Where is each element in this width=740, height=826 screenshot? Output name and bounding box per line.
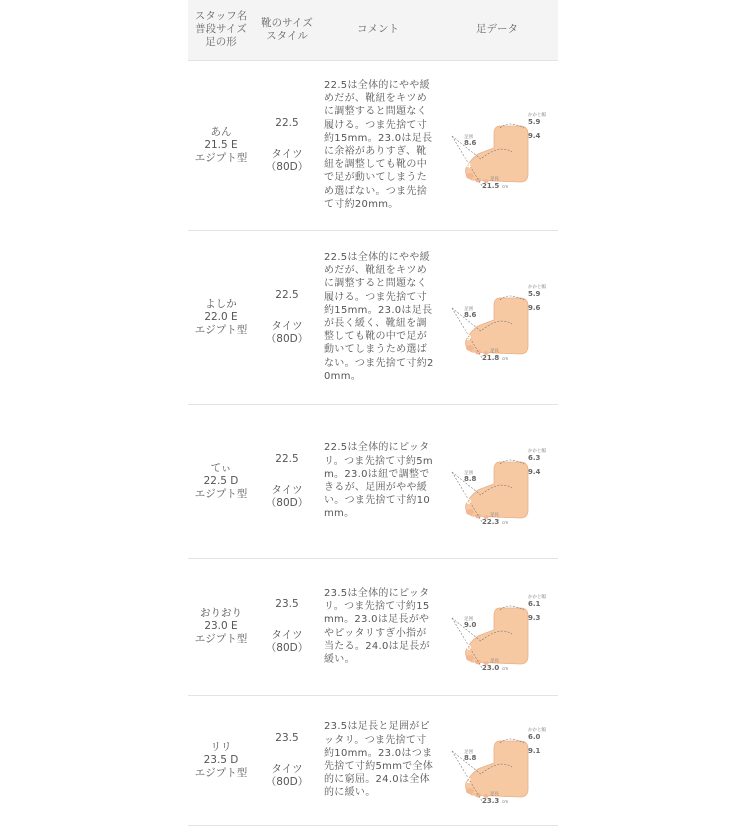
length-small-label: 足長 xyxy=(490,658,499,664)
foot-shape: エジプト型 xyxy=(194,487,248,500)
usual-size: 22.0 E xyxy=(204,310,238,323)
foot-width-small-label: 足幅 xyxy=(458,493,467,498)
table-row xyxy=(188,60,558,230)
length-value: 21.5 xyxy=(482,182,500,188)
foot-width-small-label: 足幅 xyxy=(458,329,467,334)
comment-text: 23.5は全体的にピッタリ。つま先捨て寸約15mm。23.0は足長がややピッタリすぎ小指が当たる。24.0は足長が緩い。 xyxy=(324,587,430,665)
staff-cell xyxy=(188,695,254,825)
length-small-label: 足長 xyxy=(490,349,499,354)
style-label: タイツ xyxy=(271,147,303,160)
staff-name: リリ xyxy=(210,740,232,753)
heel-value: 5.9 xyxy=(528,290,541,298)
width-value: 9.6 xyxy=(528,304,541,312)
denier-label: （80D） xyxy=(265,642,309,654)
foot-data-cell xyxy=(436,558,558,695)
heel-small-label: かかと幅 xyxy=(528,449,546,454)
unit-label: cm xyxy=(502,356,509,360)
denier-label: （80D） xyxy=(265,332,309,345)
staff-name: てぃ xyxy=(210,461,232,474)
style-label: タイツ xyxy=(271,483,303,496)
usual-size: 22.5 D xyxy=(203,474,239,487)
length-value: 23.3 xyxy=(482,797,500,803)
girth-small-label: 足囲 xyxy=(464,750,473,755)
heel-small-label: かかと幅 xyxy=(528,285,546,290)
unit-label: cm xyxy=(502,184,509,188)
staff-name: おりおり xyxy=(200,607,242,619)
heel-small-label: かかと幅 xyxy=(528,728,546,733)
length-value: 23.0 xyxy=(482,663,500,670)
foot-width-small-label: 足幅 xyxy=(458,772,467,777)
unit-label: cm xyxy=(502,799,509,803)
width-value: 9.4 xyxy=(528,468,541,476)
heel-small-label: かかと幅 xyxy=(528,113,546,118)
comment-text: 22.5は全体的にピッタリ。つま先捨て寸約5mm。23.0は紐で調整できるが、足囲がやや緩い。つま先捨て寸約10mm。 xyxy=(324,442,433,520)
comment-cell xyxy=(320,60,436,230)
staff-name: あん xyxy=(210,125,232,138)
staff-cell xyxy=(188,558,254,695)
comment-text: 22.5は全体的にやや緩めだが、靴紐をキツめに調整すると問題なく履ける。つま先捨て寸約15mm。23.0は足長に余裕がありすぎ、靴紐を調整しても靴の中で足が動いてしまうため選ばない。つま先捨て寸約20mm。 xyxy=(324,79,433,210)
width-value: 9.4 xyxy=(528,132,541,140)
girth-value: 8.8 xyxy=(464,475,477,483)
staff-size-table xyxy=(188,0,558,826)
unit-label: cm xyxy=(502,520,509,524)
girth-value: 8.8 xyxy=(464,754,477,762)
foot-shape: エジプト型 xyxy=(194,151,248,164)
foot-width-small-label: 足幅 xyxy=(458,157,467,162)
table-row xyxy=(188,695,558,825)
header-size: 靴のサイズ スタイル xyxy=(254,0,320,60)
girth-value: 8.6 xyxy=(464,139,477,147)
size-cell xyxy=(254,60,320,230)
unit-label: cm xyxy=(502,665,509,670)
comment-cell xyxy=(320,230,436,404)
staff-cell xyxy=(188,404,254,558)
shoe-size: 22.5 xyxy=(275,452,299,465)
heel-value: 6.1 xyxy=(528,599,541,608)
size-cell xyxy=(254,404,320,558)
foot-illustration xyxy=(442,270,552,360)
size-cell xyxy=(254,558,320,695)
shoe-size: 22.5 xyxy=(275,288,299,301)
girth-value: 9.0 xyxy=(464,620,477,629)
usual-size: 21.5 E xyxy=(204,138,238,151)
header-staff: スタッフ名 普段サイズ 足の形 xyxy=(188,0,254,60)
staff-cell xyxy=(188,60,254,230)
foot-shape: エジプト型 xyxy=(194,323,248,336)
foot-data-cell xyxy=(436,695,558,825)
girth-small-label: 足囲 xyxy=(464,616,473,622)
shoe-size: 22.5 xyxy=(275,116,299,129)
foot-data-cell xyxy=(436,404,558,558)
heel-value: 5.9 xyxy=(528,118,541,126)
shoe-size: 23.5 xyxy=(275,598,299,610)
heel-value: 6.0 xyxy=(528,733,541,741)
staff-name: よしか xyxy=(205,297,237,310)
foot-shape: エジプト型 xyxy=(194,766,248,779)
size-cell xyxy=(254,695,320,825)
girth-small-label: 足囲 xyxy=(464,135,473,140)
width-value: 9.3 xyxy=(528,613,541,622)
girth-small-label: 足囲 xyxy=(464,471,473,476)
comment-cell xyxy=(320,558,436,695)
comment-cell xyxy=(320,695,436,825)
foot-width-small-label: 足幅 xyxy=(458,638,467,644)
shoe-size: 23.5 xyxy=(275,731,299,744)
heel-small-label: かかと幅 xyxy=(528,594,546,600)
foot-data-cell xyxy=(436,60,558,230)
usual-size: 23.5 D xyxy=(203,753,239,766)
foot-width-value: 21.0 xyxy=(454,498,472,506)
style-label: タイツ xyxy=(271,319,303,332)
table-row xyxy=(188,558,558,695)
comment-text: 22.5は全体的にやや緩めだが、靴紐をキツめに調整すると問題なく履ける。つま先捨て寸約15mm。23.0は足長が長く緩く、靴紐を調整しても靴の中で足が動いてしまうため選ばない。つま先捨て寸約20mm。 xyxy=(324,251,434,382)
foot-width-value: 22.0 xyxy=(454,643,472,652)
girth-small-label: 足囲 xyxy=(464,307,473,312)
denier-label: （80D） xyxy=(265,160,309,173)
length-value: 21.8 xyxy=(482,354,500,360)
denier-label: （80D） xyxy=(265,775,309,788)
length-value: 22.3 xyxy=(482,518,500,524)
style-label: タイツ xyxy=(271,762,303,775)
table-header-row xyxy=(188,0,558,60)
usual-size: 23.0 E xyxy=(204,620,238,632)
foot-shape: エジプト型 xyxy=(194,633,248,645)
girth-value: 8.6 xyxy=(464,311,477,319)
foot-illustration xyxy=(442,580,552,670)
header-comment: コメント xyxy=(320,0,436,60)
table-row xyxy=(188,404,558,558)
header-foot-data: 足データ xyxy=(436,0,558,60)
foot-data-cell xyxy=(436,230,558,404)
width-value: 9.1 xyxy=(528,747,541,755)
style-label: タイツ xyxy=(271,629,303,641)
heel-value: 6.3 xyxy=(528,454,541,462)
length-small-label: 足長 xyxy=(490,177,499,182)
foot-width-value: 22.2 xyxy=(454,777,472,785)
length-small-label: 足長 xyxy=(490,792,499,797)
foot-illustration xyxy=(442,434,552,524)
foot-width-value: 21.9 xyxy=(454,334,472,342)
table-row xyxy=(188,230,558,404)
denier-label: （80D） xyxy=(265,496,309,509)
comment-text: 23.5は足長と足囲がピッタリ。つま先捨て寸約10mm。23.0はつま先捨て寸約5mmで全体的に窮屈。24.0は全体的に緩い。 xyxy=(324,721,434,799)
foot-illustration xyxy=(442,713,552,803)
length-small-label: 足長 xyxy=(490,513,499,518)
staff-cell xyxy=(188,230,254,404)
comment-cell xyxy=(320,404,436,558)
foot-illustration xyxy=(442,98,552,188)
size-cell xyxy=(254,230,320,404)
foot-width-value: 21.4 xyxy=(454,162,472,170)
